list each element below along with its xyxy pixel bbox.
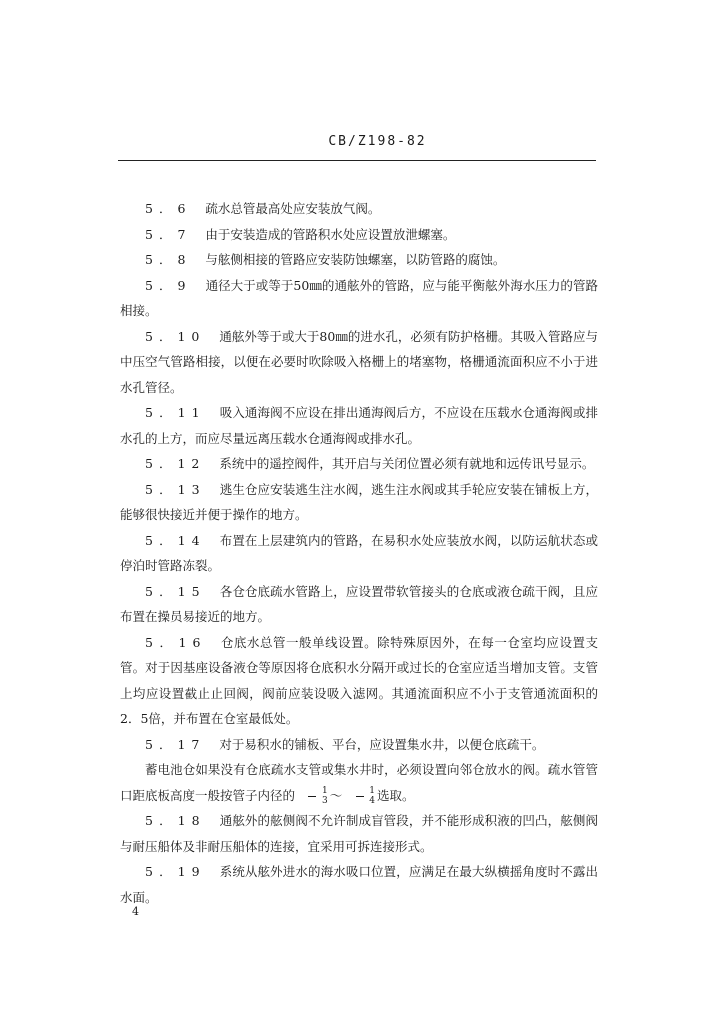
clause-number: 5．17 bbox=[145, 736, 206, 752]
fraction-numerator: 1 bbox=[369, 785, 375, 796]
range-separator: ～ bbox=[329, 787, 343, 803]
note-text-before: 蓄电池仓如果没有仓底疏水支管或集水井时，必须设置向邻仓放水的阀。疏水管管口距底板高度一般按管子内径的 bbox=[120, 762, 598, 803]
clause-5-11 bbox=[120, 400, 598, 451]
clause-number: 5．12 bbox=[145, 456, 206, 471]
clause-number: 5．15 bbox=[145, 583, 206, 599]
note-text-after: 选取。 bbox=[377, 787, 415, 803]
clause-text: 布置在上层建筑内的管路，在易积水处应装放水阀，以防运航状态或停泊时管路冻裂。 bbox=[120, 532, 598, 573]
clause-text: 系统从舷外进水的海水吸口位置，应满足在最大纵横摇角度时不露出水面。 bbox=[120, 864, 598, 905]
clause-5-19 bbox=[120, 859, 598, 910]
clause-number: 5．13 bbox=[145, 481, 206, 497]
clause-text: 由于安装造成的管路积水处应设置放泄螺塞。 bbox=[205, 226, 456, 242]
clause-5-15 bbox=[120, 579, 598, 630]
battery-room-note bbox=[120, 757, 598, 808]
clause-text: 吸入通海阀不应设在排出通海阀后方，不应设在压载水仓通海阀或排水孔的上方，而应尽量远离压载水仓通海阀或排水孔。 bbox=[120, 405, 598, 446]
fraction-numerator: 1 bbox=[322, 785, 328, 796]
clause-text: 系统中的遥控阀件，其开启与关闭位置必须有就地和远传讯号显示。 bbox=[219, 456, 595, 471]
clause-5-7 bbox=[120, 222, 598, 248]
clause-number: 5．14 bbox=[145, 532, 206, 548]
clause-text: 疏水总管最高处应安装放气阀。 bbox=[205, 201, 381, 216]
clause-5-18 bbox=[120, 808, 598, 859]
fraction-one-quarter bbox=[344, 787, 375, 806]
clause-number: 5．19 bbox=[145, 864, 206, 879]
fraction-one-third bbox=[297, 787, 328, 806]
clause-text: 通舷外等于或大于80㎜的进水孔，必须有防护格栅。其吸入管路应与中压空气管路相接，以便在必要时吹除吸入格栅上的堵塞物，格栅通流面积应不小于进水孔管径。 bbox=[120, 328, 598, 395]
header-rule bbox=[118, 160, 596, 161]
clause-number: 5．6 bbox=[145, 201, 192, 216]
fraction-denominator: 3 bbox=[322, 795, 328, 806]
document-body bbox=[120, 196, 598, 910]
clause-number: 5．7 bbox=[145, 226, 192, 242]
clause-5-13 bbox=[120, 477, 598, 528]
clause-5-10 bbox=[120, 324, 598, 401]
clause-number: 5．9 bbox=[145, 277, 192, 293]
clause-text: 逃生仓应安装逃生注水阀，逃生注水阀或其手轮应安装在铺板上方，能够很快接近并便于操作的地方。 bbox=[120, 481, 598, 522]
clause-text: 通舷外的舷侧阀不允许制成盲管段，并不能形成积液的凹凸，舷侧阀与耐压船体及非耐压船体的连接，宜采用可拆连接形式。 bbox=[120, 813, 598, 854]
clause-5-9 bbox=[120, 273, 598, 324]
standard-code-header: CB/Z198-82 bbox=[328, 134, 427, 149]
clause-text: 通径大于或等于50㎜的通舷外的管路，应与能平衡舷外海水压力的管路相接。 bbox=[120, 277, 598, 318]
clause-number: 5．8 bbox=[145, 252, 192, 267]
clause-text: 与舷侧相接的管路应安装防蚀螺塞，以防管路的腐蚀。 bbox=[205, 252, 506, 267]
clause-5-6 bbox=[120, 196, 598, 222]
clause-5-16 bbox=[120, 630, 598, 732]
clause-5-14 bbox=[120, 528, 598, 579]
clause-5-12 bbox=[120, 451, 598, 477]
page-number: 4 bbox=[132, 905, 139, 918]
clause-5-17 bbox=[120, 732, 598, 758]
clause-5-8 bbox=[120, 247, 598, 273]
clause-text: 仓底水总管一般单线设置。除特殊原因外，在每一仓室均应设置支管。对于因基座设备液仓等原因将仓底积水分隔开或过长的仓室应适当增加支管。支管上均应设置截止止回阀，阀前应装设吸入滤网。其通流面积应不小于支管通流面积的2．5倍，并布置在仓室最低处。 bbox=[120, 634, 598, 726]
fraction-denominator: 4 bbox=[369, 795, 375, 806]
clause-number: 5．18 bbox=[145, 813, 206, 828]
clause-number: 5．11 bbox=[145, 405, 206, 420]
clause-number: 5．16 bbox=[145, 634, 207, 650]
clause-text: 对于易积水的铺板、平台，应设置集水井，以便仓底疏干。 bbox=[219, 736, 545, 752]
clause-number: 5．10 bbox=[145, 328, 206, 344]
clause-text: 各仓仓底疏水管路上，应设置带软管接头的仓底或液仓疏干阀，且应布置在操员易接近的地方。 bbox=[120, 583, 598, 624]
